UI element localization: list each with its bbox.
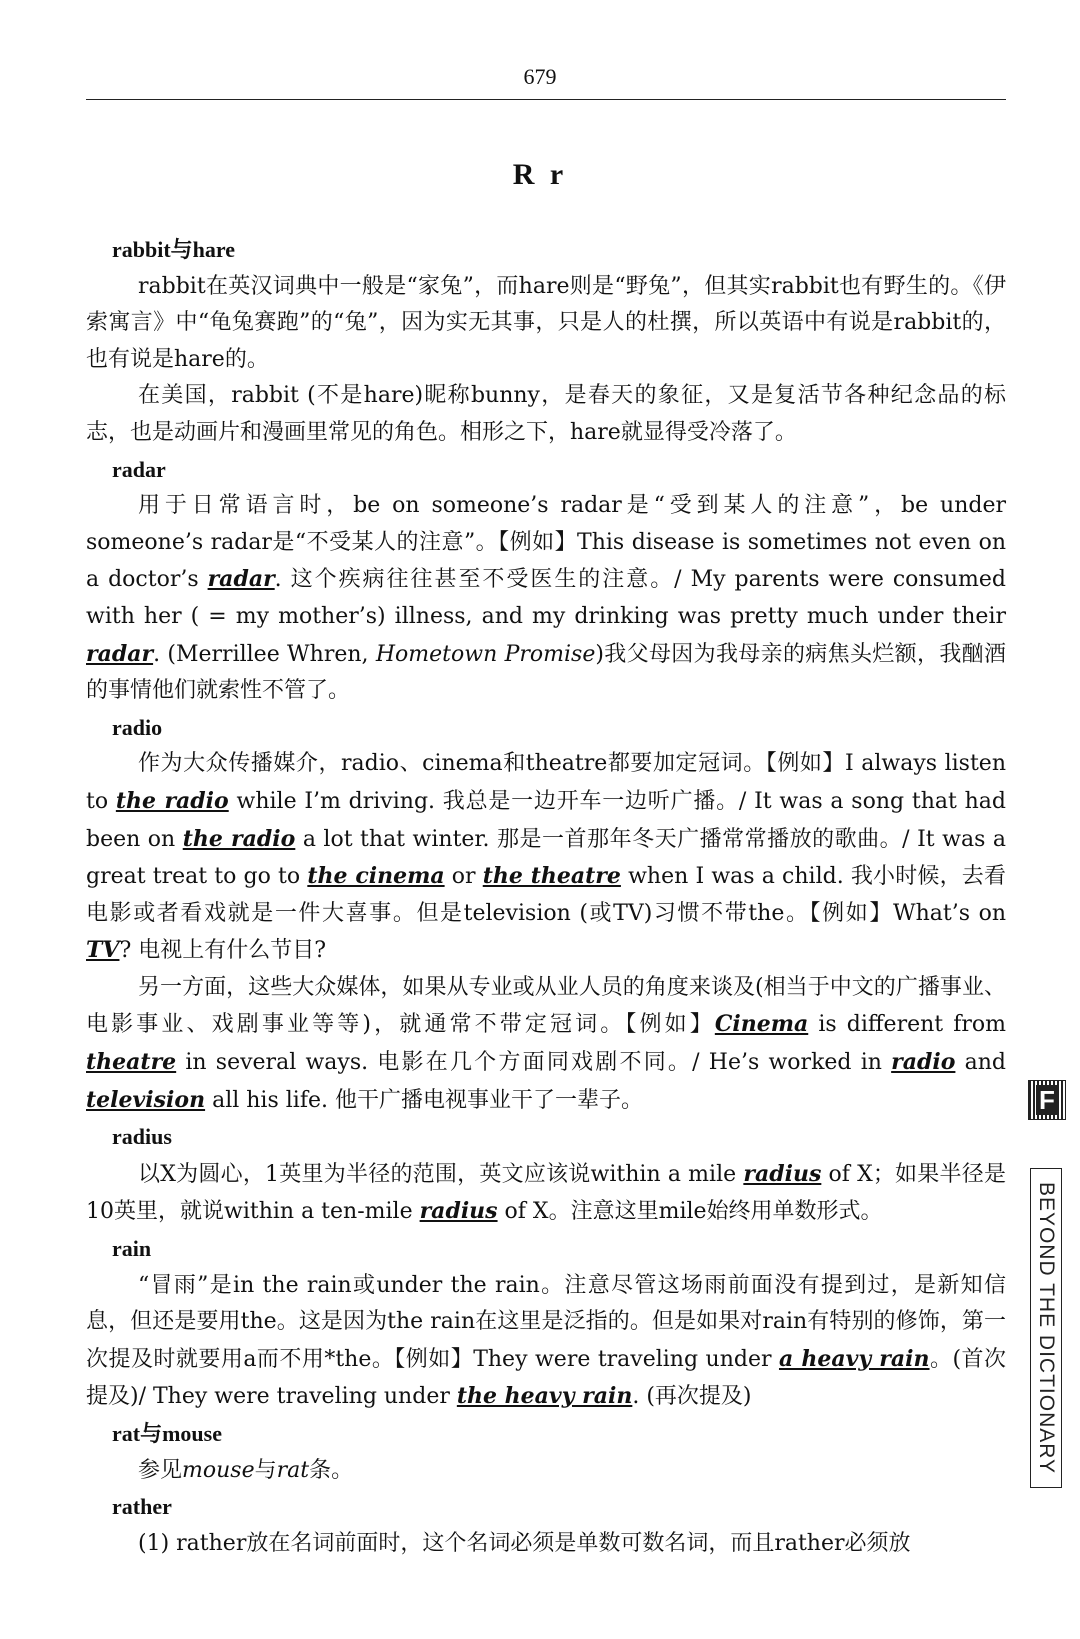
- radar-paragraph: [86, 488, 1006, 710]
- entry-head-radar: radar: [112, 456, 166, 482]
- radius-example-1: radius: [743, 1160, 822, 1187]
- entry-head-radio: radio: [112, 714, 163, 740]
- radio-example-9: television: [86, 1086, 206, 1113]
- radio-example-2: the radio: [182, 825, 296, 852]
- radio-example-3: the cinema: [307, 863, 445, 890]
- rat-crossref-1: mouse: [182, 1457, 255, 1483]
- radius-text-c: of X。注意这里mile始终用单数形式。: [497, 1199, 883, 1225]
- rat-paragraph: [86, 1453, 1006, 1490]
- rat-text-b: 与: [254, 1457, 277, 1483]
- radio-text-b: while I’m driving. 我总是一边开车一边听广播。/ It was a song that had been on: [86, 788, 1006, 852]
- radio-text-a: 作为大众传播媒介，radio、cinema和theatre都要加定冠词。【例如】I always listen to: [86, 751, 1006, 814]
- side-label-box: [1030, 1168, 1062, 1488]
- entry-head-rather: rather: [112, 1494, 172, 1520]
- page-number: 679: [523, 64, 557, 89]
- entry-head-rat: rat与mouse: [112, 1421, 222, 1446]
- rabbit-paragraph-2: 在美国，rabbit (不是hare)昵称bunny，是春天的象征，又是复活节各种纪念品的标志，也是动画片和漫画里常见的角色。相形之下，hare就显得受冷落了。: [86, 383, 1006, 445]
- rain-text-b: 。(首次提及)/ They were traveling under: [86, 1346, 1006, 1410]
- section-letter: R r: [512, 158, 568, 191]
- rain-example-2: the heavy rain: [456, 1383, 633, 1410]
- rain-text-c: . (再次提及): [632, 1384, 752, 1410]
- rain-paragraph: [86, 1268, 1006, 1416]
- radar-text-d: )我父母因为我母亲的病焦头烂额，我酗酒的事情他们就索性不管了。: [86, 641, 1006, 704]
- thumb-index-tab: [1028, 1080, 1066, 1120]
- dictionary-text: [86, 232, 1006, 1562]
- radio-text-p2c: in several ways. 电影在几个方面同戏剧不同。/ He’s worked in: [176, 1050, 892, 1076]
- radio-example-6: Cinema: [714, 1011, 809, 1038]
- radio-text-p2e: all his life. 他干广播电视事业干了一辈子。: [205, 1087, 643, 1113]
- thumb-index-letter: F: [1036, 1085, 1058, 1115]
- radius-text-a: 以X为圆心，1英里为半径的范围，英文应该说within a mile: [138, 1161, 744, 1187]
- radio-text-p2b: is different from: [808, 1012, 1006, 1038]
- radar-text-b: . 这个疾病往往甚至不受医生的注意。/ My parents were consumed with her ( = my mother’s) illness, and my drinking was pretty much under their: [86, 567, 1006, 629]
- rather-paragraph: (1) rather放在名词前面时，这个名词必须是单数可数名词，而且rather必须放: [138, 1530, 911, 1556]
- entry-head-rabbit: rabbit与hare: [112, 237, 236, 262]
- radio-text-p2d: and: [955, 1050, 1006, 1076]
- radar-text-a: 用于日常语言时，be on someone’s radar是“受到某人的注意”，be under someone’s radar是“不受某人的注意”。【例如】This disease is sometimes not even on a doctor’s: [86, 493, 1006, 593]
- radio-text-d: or: [444, 864, 483, 890]
- radio-paragraph-2: [86, 970, 1006, 1119]
- radio-example-5: TV: [86, 937, 120, 964]
- radio-paragraph-1: [86, 746, 1006, 970]
- radio-text-p2a: 另一方面，这些大众媒体，如果从专业或从业人员的角度来谈及(相当于中文的广播事业、电影事业、戏剧事业等等)，就通常不带定冠词。【例如】: [86, 974, 1006, 1038]
- radio-example-8: radio: [891, 1049, 956, 1076]
- radar-book-title: Hometown Promise: [375, 641, 596, 667]
- rabbit-paragraph-1: rabbit在英汉词典中一般是“家兔”，而hare则是“野兔”，但其实rabbit也有野生的。《伊索寓言》中“龟兔赛跑”的“兔”，因为实无其事，只是人的杜撰，所以英语中有说是rabbit的，也有说是hare的。: [86, 273, 1006, 372]
- radius-text-b: of X；如果半径是10英里，就说within a ten-mile: [86, 1161, 1006, 1225]
- radio-text-f: ? 电视上有什么节目?: [119, 938, 327, 964]
- entry-head-radius: radius: [112, 1124, 172, 1150]
- radio-example-4: the theatre: [482, 863, 621, 890]
- rat-text-c: 条。: [309, 1457, 354, 1483]
- rain-example-1: a heavy rain: [778, 1345, 930, 1372]
- radio-text-e: when I was a child. 我小时候，去看电影或者看戏就是一件大喜事。但是television (或TV)习惯不带the。【例如】What’s on: [86, 864, 1006, 926]
- side-label-text: BEYOND THE DICTIONARY: [1035, 1181, 1058, 1475]
- entry-head-rain: rain: [112, 1236, 152, 1262]
- rain-text-a: “冒雨”是in the rain或under the rain。注意尽管这场雨前面没有提到过，是新知信息，但还是要用the。这是因为the rain在这里是泛指的。但是如果对rain有特别的修饰，第一次提及时就要用a而不用*the。【例如】They were traveling under: [86, 1272, 1006, 1372]
- rat-text-a: 参见: [138, 1457, 183, 1483]
- header-rule: [86, 99, 1006, 100]
- radius-paragraph: [86, 1156, 1006, 1231]
- radio-example-7: theatre: [86, 1049, 177, 1076]
- radio-text-c: a lot that winter. 那是一首那年冬天广播常常播放的歌曲。/ It was a great treat to go to: [86, 826, 1006, 890]
- radar-text-c: . (Merrillee Whren,: [153, 641, 376, 667]
- radio-example-1: the radio: [115, 787, 229, 814]
- radar-example-1: radar: [207, 566, 275, 593]
- rat-crossref-2: rat: [276, 1457, 310, 1483]
- radius-example-2: radius: [419, 1198, 498, 1225]
- radar-example-2: radar: [86, 640, 154, 667]
